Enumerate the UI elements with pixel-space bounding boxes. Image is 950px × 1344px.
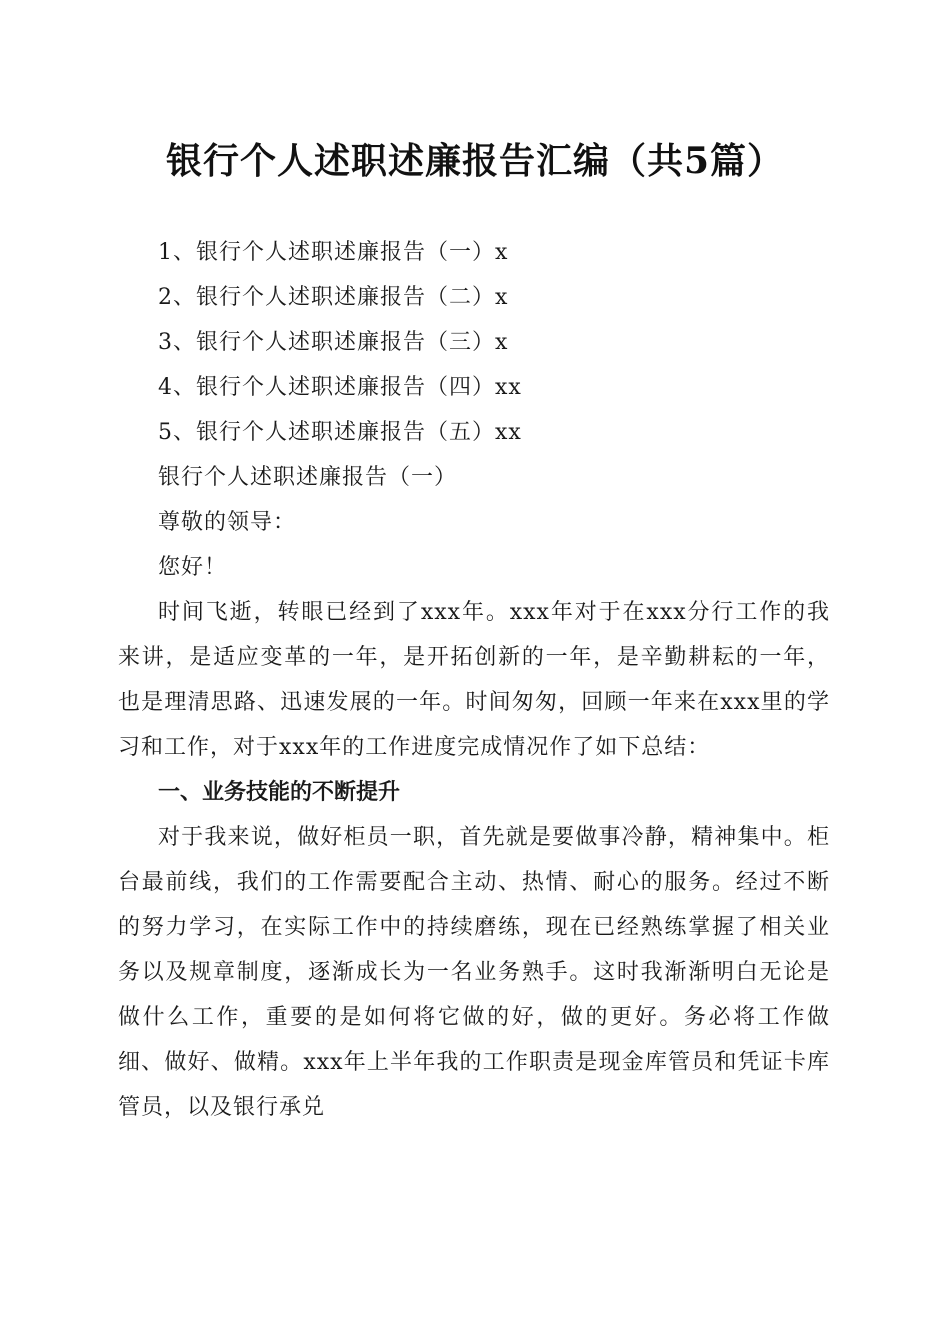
document-body — [118, 455, 830, 1130]
toc-item: 2、银行个人述职述廉报告（二）x — [158, 285, 509, 310]
toc-item: 3、银行个人述职述廉报告（三）x — [158, 330, 509, 355]
greeting: 您好！ — [158, 555, 228, 580]
salutation: 尊敬的领导： — [158, 510, 297, 535]
table-of-contents — [158, 230, 838, 455]
section-heading: 一、业务技能的不断提升 — [158, 780, 401, 805]
toc-item: 1、银行个人述职述廉报告（一）x — [158, 240, 509, 265]
paragraph-intro: 时间飞逝，转眼已经到了xxx年。xxx年对于在xxx分行工作的我来讲，是适应变革的一年，是开拓创新的一年，是辛勤耕耘的一年，也是理清思路、迅速发展的一年。时间匆匆，回顾一年来在xxx里的学习和工作，对于xxx年的工作进度完成情况作了如下总结： — [118, 600, 830, 760]
paragraph-skills: 对于我来说，做好柜员一职，首先就是要做事冷静，精神集中。柜台最前线，我们的工作需要配合主动、热情、耐心的服务。经过不断的努力学习，在实际工作中的持续磨练，现在已经熟练掌握了相关业务以及规章制度，逐渐成长为一名业务熟手。这时我渐渐明白无论是做什么工作，重要的是如何将它做的好，做的更好。务必将工作做细、做好、做精。xxx年上半年我的工作职责是现金库管员和凭证卡库管员，以及银行承兑 — [118, 825, 830, 1120]
toc-item: 4、银行个人述职述廉报告（四）xx — [158, 375, 522, 400]
section-title: 银行个人述职述廉报告（一） — [158, 465, 458, 490]
toc-item: 5、银行个人述职述廉报告（五）xx — [158, 420, 522, 445]
document-title: 银行个人述职述廉报告汇编（共5篇） — [165, 140, 785, 182]
